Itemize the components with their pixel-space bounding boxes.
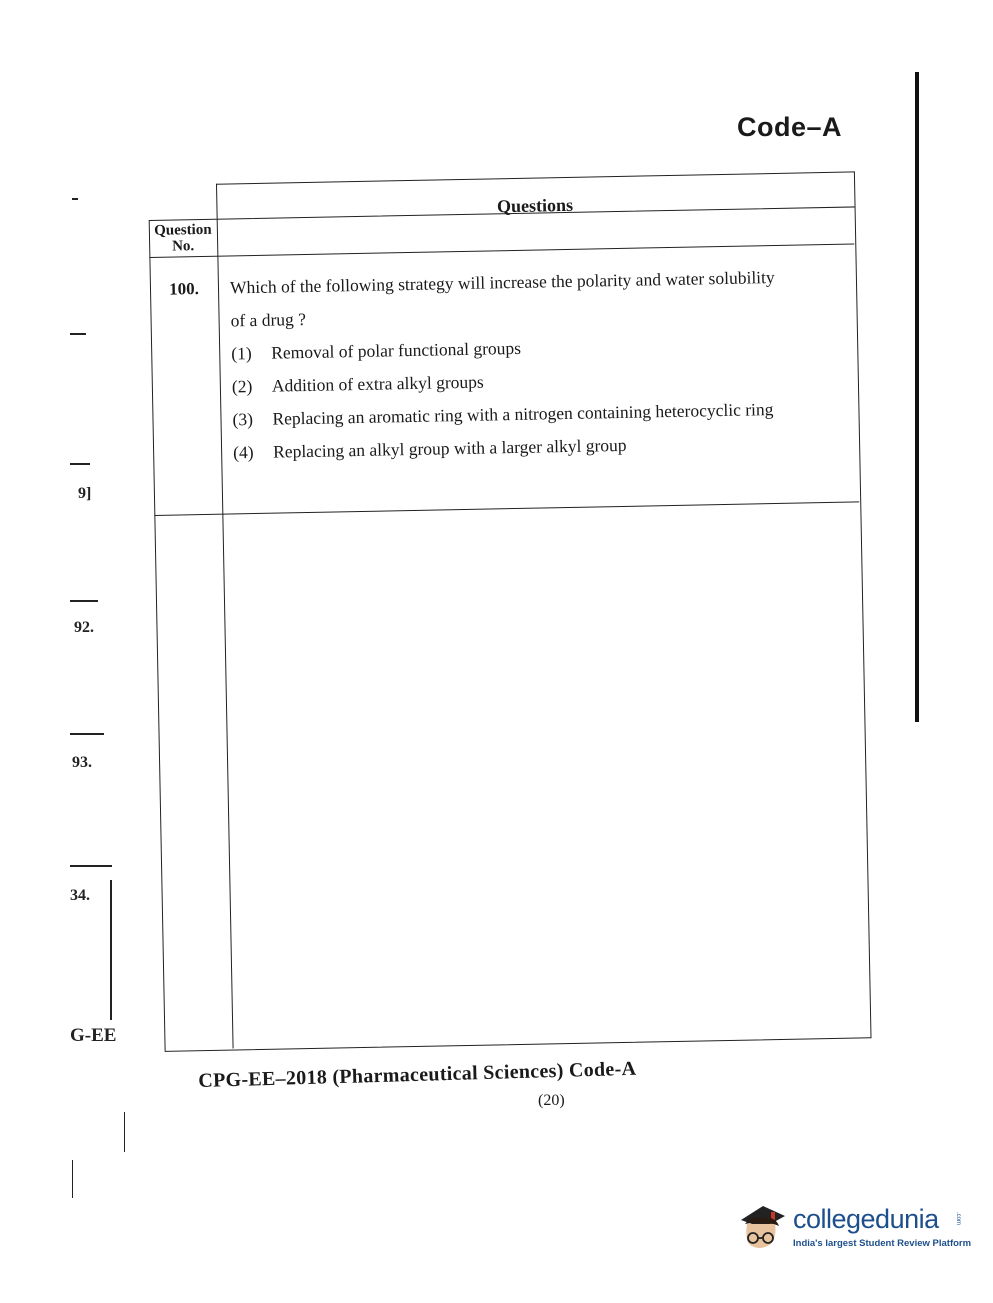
question-number: 100.	[168, 279, 200, 299]
option-number: (3)	[232, 409, 254, 430]
margin-vertical-line	[72, 1160, 73, 1198]
margin-code-fragment: G-EE	[70, 1025, 117, 1046]
brand-tagline: India's largest Student Review Platform	[793, 1238, 972, 1249]
margin-tick	[72, 198, 78, 200]
header-questions: Questions	[496, 194, 574, 217]
option-number: (1)	[231, 343, 252, 364]
brand-watermark	[735, 1198, 972, 1258]
header-qno-line1: Question	[153, 221, 212, 239]
option-number: (2)	[231, 376, 253, 397]
option-text: Replacing an alkyl group with a larger alkyl group	[272, 434, 627, 462]
footer-title: CPG-EE–2018 (Pharmaceutical Sciences) Code-A	[198, 1057, 637, 1092]
page-edge-line	[915, 72, 919, 722]
page-number: (20)	[538, 1092, 565, 1109]
margin-vertical-line	[110, 880, 112, 1020]
question-stem-line1: Which of the following strategy will increase the polarity and water solubility	[229, 266, 775, 298]
margin-question-92: 92.	[74, 619, 94, 636]
margin-tick	[70, 865, 112, 867]
question-body	[230, 260, 854, 470]
margin-tick	[70, 463, 90, 465]
header-question-number	[149, 222, 218, 255]
option-number: (4)	[232, 442, 254, 463]
brand-domain: .com	[955, 1212, 961, 1226]
margin-tick	[70, 600, 98, 602]
page-code-label: Code–A	[737, 112, 843, 142]
margin-vertical-line	[124, 1112, 125, 1152]
option-text: Removal of polar functional groups	[271, 337, 522, 363]
option-text: Replacing an aromatic ring with a nitrogen containing heterocyclic ring	[272, 399, 774, 429]
question-stem-line2: of a drug ?	[230, 308, 307, 331]
question-stem	[230, 260, 851, 338]
brand-name: collegedunia	[793, 1204, 939, 1234]
margin-question-94: 34.	[70, 887, 90, 904]
margin-tick	[70, 333, 86, 335]
margin-tick	[70, 733, 104, 735]
margin-question-91: 9]	[78, 485, 92, 502]
option-text: Addition of extra alkyl groups	[271, 371, 484, 396]
margin-question-93: 93.	[72, 754, 92, 771]
mascot-logo-icon	[735, 1198, 791, 1258]
question-table	[148, 171, 910, 1065]
header-qno-line2: No.	[171, 238, 195, 255]
